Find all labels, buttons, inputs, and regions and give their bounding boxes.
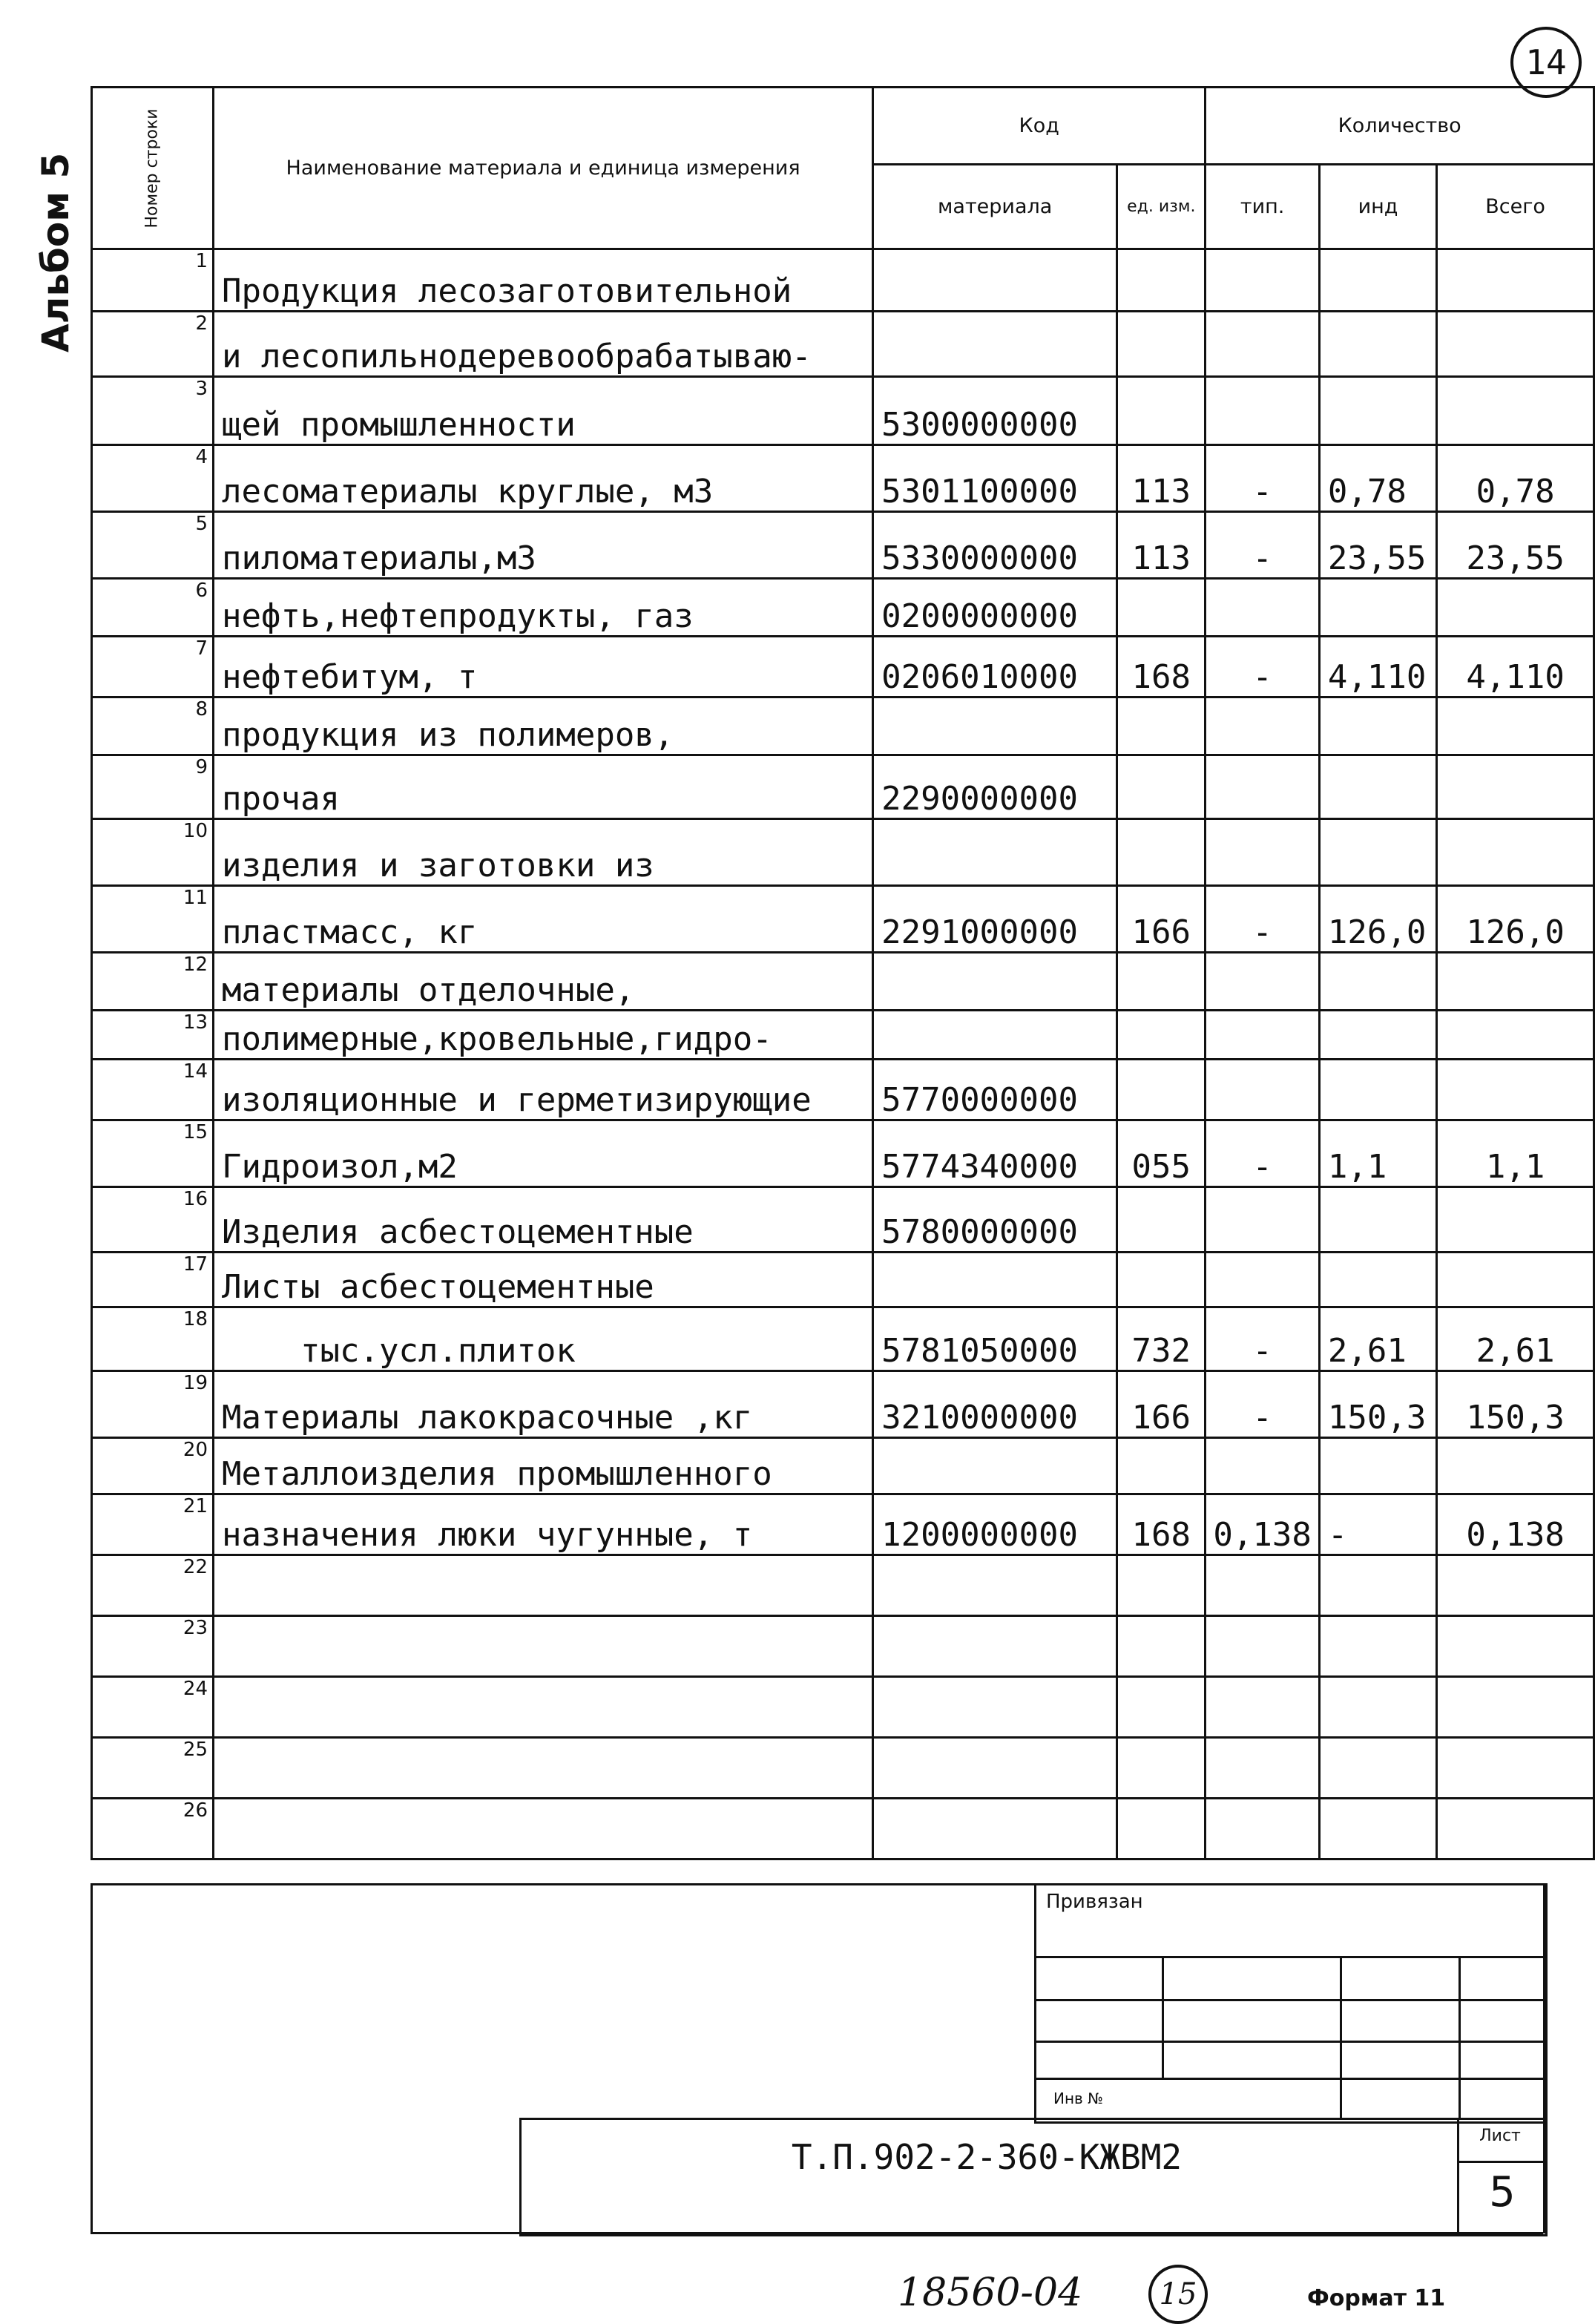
qty-total: 2,61 <box>1437 1307 1594 1371</box>
unit-code <box>1117 1555 1206 1616</box>
header-qty-total: Всего <box>1437 165 1594 249</box>
qty-total <box>1437 953 1594 1011</box>
material-name: Металлоизделия промышленного <box>214 1438 873 1494</box>
unit-code <box>1117 249 1206 312</box>
material-code: 5774340000 <box>873 1120 1117 1187</box>
material-code <box>873 1677 1117 1738</box>
material-name: лесоматериалы круглые, м3 <box>214 445 873 512</box>
header-qty-typ: тип. <box>1206 165 1320 249</box>
row-number: 5 <box>92 512 214 579</box>
qty-typ <box>1206 1799 1320 1859</box>
material-code <box>873 1253 1117 1307</box>
table-row <box>92 1438 1594 1494</box>
qty-typ <box>1206 1677 1320 1738</box>
table-row <box>92 1677 1594 1738</box>
qty-ind: 150,3 <box>1319 1371 1436 1438</box>
material-name: и лесопильнодеревообрабатываю- <box>214 312 873 377</box>
binding-box <box>1034 1883 1548 2124</box>
table-row <box>92 1011 1594 1060</box>
material-name: материалы отделочные, <box>214 953 873 1011</box>
unit-code: 168 <box>1117 637 1206 697</box>
material-code <box>873 953 1117 1011</box>
unit-code <box>1117 579 1206 637</box>
row-number: 20 <box>92 1438 214 1494</box>
unit-code: 055 <box>1117 1120 1206 1187</box>
qty-typ <box>1206 1616 1320 1677</box>
material-code: 5330000000 <box>873 512 1117 579</box>
sheet-number: 5 <box>1457 2161 1545 2233</box>
qty-total: 23,55 <box>1437 512 1594 579</box>
qty-total <box>1437 1011 1594 1060</box>
table-row <box>92 697 1594 755</box>
qty-typ: - <box>1206 637 1320 697</box>
unit-code <box>1117 1187 1206 1253</box>
frame-line <box>91 2232 1543 2234</box>
table-row <box>92 1799 1594 1859</box>
qty-ind <box>1319 953 1436 1011</box>
unit-code: 732 <box>1117 1307 1206 1371</box>
qty-ind <box>1319 1616 1436 1677</box>
qty-ind <box>1319 1555 1436 1616</box>
material-name <box>214 1677 873 1738</box>
qty-total <box>1437 1060 1594 1120</box>
material-name: Гидроизол,м2 <box>214 1120 873 1187</box>
row-number: 6 <box>92 579 214 637</box>
qty-typ <box>1206 1738 1320 1799</box>
qty-total: 150,3 <box>1437 1371 1594 1438</box>
material-code <box>873 1438 1117 1494</box>
table-row <box>92 1616 1594 1677</box>
qty-total <box>1437 1555 1594 1616</box>
header-code-material: материала <box>873 165 1117 249</box>
header-code-group: Код <box>873 88 1206 165</box>
materials-table <box>91 86 1595 1860</box>
qty-ind <box>1319 1738 1436 1799</box>
material-name: тыс.усл.плиток <box>214 1307 873 1371</box>
table-row <box>92 445 1594 512</box>
qty-ind: 126,0 <box>1319 886 1436 953</box>
unit-code <box>1117 1799 1206 1859</box>
qty-total: 1,1 <box>1437 1120 1594 1187</box>
material-code <box>873 1555 1117 1616</box>
table-body <box>92 249 1594 1859</box>
qty-ind: 4,110 <box>1319 637 1436 697</box>
qty-total <box>1437 312 1594 377</box>
qty-typ: - <box>1206 886 1320 953</box>
qty-ind <box>1319 1187 1436 1253</box>
material-code <box>873 1799 1117 1859</box>
title-grid-line <box>1034 2041 1543 2043</box>
row-number: 4 <box>92 445 214 512</box>
material-name: Материалы лакокрасочные ,кг <box>214 1371 873 1438</box>
qty-total <box>1437 249 1594 312</box>
row-number: 14 <box>92 1060 214 1120</box>
table-row <box>92 637 1594 697</box>
unit-code <box>1117 1060 1206 1120</box>
qty-ind <box>1319 1060 1436 1120</box>
qty-typ: 0,138 <box>1206 1494 1320 1555</box>
unit-code: 113 <box>1117 445 1206 512</box>
unit-code <box>1117 953 1206 1011</box>
qty-ind <box>1319 755 1436 819</box>
material-name: Изделия асбестоцементные <box>214 1187 873 1253</box>
qty-typ <box>1206 249 1320 312</box>
qty-typ: - <box>1206 445 1320 512</box>
qty-typ <box>1206 312 1320 377</box>
qty-total <box>1437 1616 1594 1677</box>
table-row <box>92 755 1594 819</box>
archive-number: 18560-04 <box>898 2271 1083 2315</box>
row-number: 23 <box>92 1616 214 1677</box>
material-code: 1200000000 <box>873 1494 1117 1555</box>
qty-typ <box>1206 1253 1320 1307</box>
qty-typ <box>1206 697 1320 755</box>
row-number: 12 <box>92 953 214 1011</box>
table-row <box>92 1371 1594 1438</box>
qty-ind <box>1319 697 1436 755</box>
frame-line <box>1543 1883 1545 2233</box>
unit-code: 168 <box>1117 1494 1206 1555</box>
qty-ind <box>1319 1677 1436 1738</box>
row-number: 15 <box>92 1120 214 1187</box>
header-qty-ind: инд <box>1319 165 1436 249</box>
material-name <box>214 1616 873 1677</box>
unit-code <box>1117 1677 1206 1738</box>
row-number: 1 <box>92 249 214 312</box>
table-row <box>92 1120 1594 1187</box>
header-quantity-group: Количество <box>1206 88 1594 165</box>
material-name: пиломатериалы,м3 <box>214 512 873 579</box>
title-grid-line <box>1034 1999 1543 2001</box>
unit-code <box>1117 755 1206 819</box>
table-row <box>92 1307 1594 1371</box>
row-number: 26 <box>92 1799 214 1859</box>
qty-ind <box>1319 1253 1436 1307</box>
title-grid-line <box>1034 1956 1543 1958</box>
material-code: 2290000000 <box>873 755 1117 819</box>
qty-ind: - <box>1319 1494 1436 1555</box>
corner-sheet-number: 14 <box>1510 27 1582 98</box>
qty-ind: 2,61 <box>1319 1307 1436 1371</box>
table-row <box>92 1253 1594 1307</box>
material-name: изделия и заготовки из <box>214 819 873 886</box>
frame-line <box>91 1883 93 2233</box>
row-number: 11 <box>92 886 214 953</box>
table-row <box>92 512 1594 579</box>
material-code: 3210000000 <box>873 1371 1117 1438</box>
qty-typ: - <box>1206 1120 1320 1187</box>
unit-code: 113 <box>1117 512 1206 579</box>
qty-total <box>1437 579 1594 637</box>
qty-ind: 23,55 <box>1319 512 1436 579</box>
binding-label: Привязан <box>1046 1891 1143 1913</box>
qty-total <box>1437 1677 1594 1738</box>
qty-total <box>1437 377 1594 445</box>
material-code: 5770000000 <box>873 1060 1117 1120</box>
table-row <box>92 819 1594 886</box>
title-grid-line <box>1162 1956 1164 2078</box>
qty-typ <box>1206 579 1320 637</box>
qty-ind <box>1319 1438 1436 1494</box>
material-code <box>873 249 1117 312</box>
qty-ind <box>1319 249 1436 312</box>
qty-typ <box>1206 1555 1320 1616</box>
material-name <box>214 1738 873 1799</box>
row-number: 7 <box>92 637 214 697</box>
table-row <box>92 886 1594 953</box>
header-name: Наименование материала и единица измерения <box>214 88 873 249</box>
album-label: Альбом 5 <box>34 152 77 352</box>
qty-total: 4,110 <box>1437 637 1594 697</box>
qty-typ <box>1206 755 1320 819</box>
material-code: 2291000000 <box>873 886 1117 953</box>
row-number: 2 <box>92 312 214 377</box>
qty-total: 0,138 <box>1437 1494 1594 1555</box>
sheet-label: Лист <box>1479 2127 1521 2145</box>
qty-typ: - <box>1206 1371 1320 1438</box>
header-row-number: Номер строки <box>92 88 214 249</box>
material-name <box>214 1555 873 1616</box>
qty-ind <box>1319 312 1436 377</box>
qty-total: 126,0 <box>1437 886 1594 953</box>
material-code: 0206010000 <box>873 637 1117 697</box>
unit-code: 166 <box>1117 886 1206 953</box>
document-code: Т.П.902-2-360-КЖВМ2 <box>791 2137 1183 2177</box>
qty-total <box>1437 1187 1594 1253</box>
qty-total <box>1437 1438 1594 1494</box>
row-number: 13 <box>92 1011 214 1060</box>
unit-code <box>1117 1011 1206 1060</box>
unit-code <box>1117 1616 1206 1677</box>
qty-total <box>1437 1799 1594 1859</box>
table-row <box>92 1738 1594 1799</box>
material-name: полимерные,кровельные,гидро- <box>214 1011 873 1060</box>
material-code: 5780000000 <box>873 1187 1117 1253</box>
qty-typ <box>1206 1060 1320 1120</box>
material-code: 5300000000 <box>873 377 1117 445</box>
title-grid-line <box>1034 2078 1543 2080</box>
table-row <box>92 579 1594 637</box>
row-number: 25 <box>92 1738 214 1799</box>
row-number: 18 <box>92 1307 214 1371</box>
row-number: 19 <box>92 1371 214 1438</box>
material-code: 5301100000 <box>873 445 1117 512</box>
title-grid-line <box>1340 1956 1342 2118</box>
material-code <box>873 819 1117 886</box>
table-row <box>92 1555 1594 1616</box>
unit-code <box>1117 1738 1206 1799</box>
qty-typ <box>1206 953 1320 1011</box>
qty-ind <box>1319 819 1436 886</box>
unit-code <box>1117 312 1206 377</box>
qty-typ <box>1206 819 1320 886</box>
qty-typ <box>1206 1438 1320 1494</box>
inventory-number-label: Инв № <box>1053 2090 1103 2107</box>
qty-typ: - <box>1206 512 1320 579</box>
row-number: 8 <box>92 697 214 755</box>
row-number: 21 <box>92 1494 214 1555</box>
material-name: щей промышленности <box>214 377 873 445</box>
material-name <box>214 1799 873 1859</box>
qty-total <box>1437 755 1594 819</box>
qty-total <box>1437 1738 1594 1799</box>
qty-typ <box>1206 1011 1320 1060</box>
material-code <box>873 1011 1117 1060</box>
table-row <box>92 953 1594 1011</box>
material-code <box>873 312 1117 377</box>
unit-code: 166 <box>1117 1371 1206 1438</box>
format-label: Формат 11 <box>1307 2285 1446 2311</box>
qty-ind: 0,78 <box>1319 445 1436 512</box>
material-code <box>873 697 1117 755</box>
qty-ind: 1,1 <box>1319 1120 1436 1187</box>
row-number: 10 <box>92 819 214 886</box>
row-number: 24 <box>92 1677 214 1738</box>
unit-code <box>1117 697 1206 755</box>
unit-code <box>1117 1253 1206 1307</box>
row-number: 16 <box>92 1187 214 1253</box>
unit-code <box>1117 377 1206 445</box>
header-code-unit: ед. изм. <box>1117 165 1206 249</box>
material-code: 5781050000 <box>873 1307 1117 1371</box>
table-row <box>92 1494 1594 1555</box>
qty-total <box>1437 819 1594 886</box>
qty-typ: - <box>1206 1307 1320 1371</box>
qty-total: 0,78 <box>1437 445 1594 512</box>
material-name: изоляционные и герметизирующие <box>214 1060 873 1120</box>
unit-code <box>1117 1438 1206 1494</box>
qty-ind <box>1319 579 1436 637</box>
material-name: нефтебитум, т <box>214 637 873 697</box>
material-name: Листы асбестоцементные <box>214 1253 873 1307</box>
table-row <box>92 249 1594 312</box>
qty-typ <box>1206 1187 1320 1253</box>
material-name: прочая <box>214 755 873 819</box>
table-row <box>92 1187 1594 1253</box>
qty-ind <box>1319 377 1436 445</box>
material-name: пластмасс, кг <box>214 886 873 953</box>
table-row <box>92 1060 1594 1120</box>
material-name: Продукция лесозаготовительной <box>214 249 873 312</box>
row-number: 17 <box>92 1253 214 1307</box>
row-number: 3 <box>92 377 214 445</box>
row-number: 9 <box>92 755 214 819</box>
table-row <box>92 312 1594 377</box>
qty-total <box>1437 697 1594 755</box>
unit-code <box>1117 819 1206 886</box>
frame-line <box>91 1883 1034 1885</box>
material-code <box>873 1616 1117 1677</box>
material-code <box>873 1738 1117 1799</box>
qty-total <box>1437 1253 1594 1307</box>
material-name: нефть,нефтепродукты, газ <box>214 579 873 637</box>
material-name: продукция из полимеров, <box>214 697 873 755</box>
table-row <box>92 377 1594 445</box>
title-grid-line <box>1458 1956 1461 2118</box>
qty-ind <box>1319 1799 1436 1859</box>
qty-ind <box>1319 1011 1436 1060</box>
material-code: 0200000000 <box>873 579 1117 637</box>
row-number: 22 <box>92 1555 214 1616</box>
qty-typ <box>1206 377 1320 445</box>
material-name: назначения люки чугунные, т <box>214 1494 873 1555</box>
circled-page-number: 15 <box>1148 2265 1208 2324</box>
